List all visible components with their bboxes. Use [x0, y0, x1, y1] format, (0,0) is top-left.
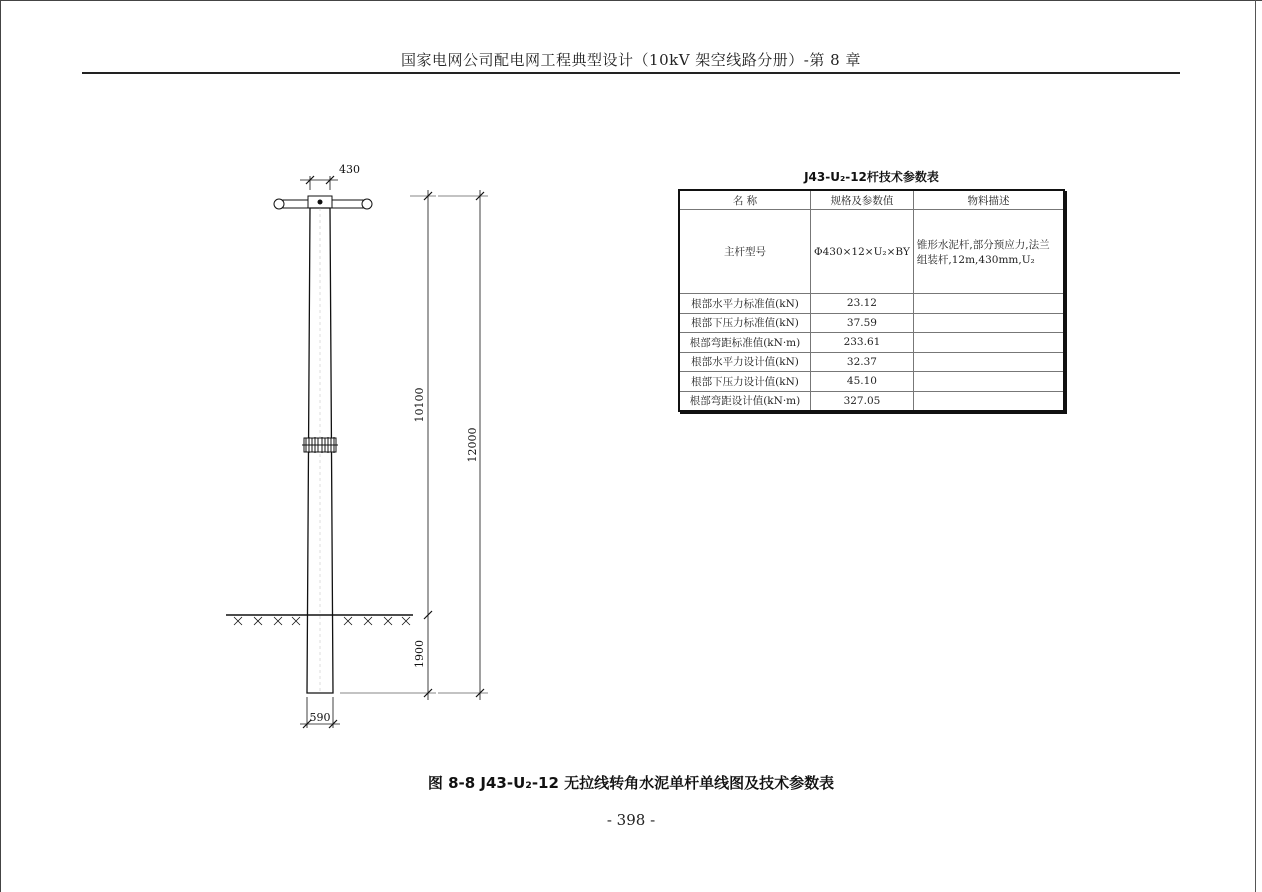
page-number: - 398 - [606, 811, 656, 829]
param-value: 32.37 [810, 352, 913, 372]
param-description [913, 391, 1064, 411]
figure-caption: 图 8-8 J43-U₂-12 无拉线转角水泥单杆单线图及技术参数表 [427, 774, 835, 792]
param-name: 根部水平力标准值(kN) [679, 294, 810, 314]
table-header-cell: 物料描述 [913, 190, 1064, 210]
param-name: 根部下压力设计值(kN) [679, 372, 810, 392]
table-row-main-pole [679, 210, 1064, 294]
crossarm-dimension [300, 163, 360, 190]
table-header-cell: 规格及参数值 [810, 190, 913, 210]
dim-total-label: 12000 [466, 427, 479, 463]
param-name: 根部弯距设计值(kN·m) [679, 391, 810, 411]
dim-crossarm-label: 430 [339, 163, 360, 176]
table-row [679, 372, 1064, 392]
table-row [679, 352, 1064, 372]
param-name: 根部弯距标准值(kN·m) [679, 333, 810, 353]
base-dimension [300, 697, 340, 728]
param-description [913, 372, 1064, 392]
table-title: J43-U₂-12杆技术参数表 [804, 170, 939, 184]
table-row [679, 294, 1064, 314]
table-row [679, 333, 1064, 353]
total-height-dimension [438, 190, 488, 700]
dim-buried-label: 1900 [413, 640, 426, 668]
param-value: 233.61 [810, 333, 913, 353]
param-name: 根部下压力标准值(kN) [679, 313, 810, 333]
param-description [913, 313, 1064, 333]
table-header-cell: 名 称 [679, 190, 810, 210]
param-value: 45.10 [810, 372, 913, 392]
table-header-row [679, 190, 1064, 210]
param-value: 23.12 [810, 294, 913, 314]
buried-dimension [413, 640, 426, 668]
param-name: 根部水平力设计值(kN) [679, 352, 810, 372]
param-description [913, 352, 1064, 372]
param-description [913, 294, 1064, 314]
page-header-title: 国家电网公司配电网工程典型设计（10kV 架空线路分册）-第 8 章 [401, 51, 861, 69]
main-pole-value: Φ430×12×U₂×BY [810, 210, 913, 294]
dim-above-ground-label: 10100 [413, 387, 426, 423]
param-description [913, 333, 1064, 353]
technical-parameter-table [678, 189, 1065, 412]
above-ground-dimension [340, 190, 436, 700]
main-pole-name: 主杆型号 [679, 210, 810, 294]
main-pole-description: 锥形水泥杆,部分预应力,法兰组装杆,12m,430mm,U₂ [913, 210, 1064, 294]
dim-base-label: 590 [309, 711, 331, 724]
flange-joint [302, 437, 338, 453]
table-row [679, 391, 1064, 411]
table-row [679, 313, 1064, 333]
param-value: 37.59 [810, 313, 913, 333]
param-value: 327.05 [810, 391, 913, 411]
crossarm [274, 196, 372, 209]
